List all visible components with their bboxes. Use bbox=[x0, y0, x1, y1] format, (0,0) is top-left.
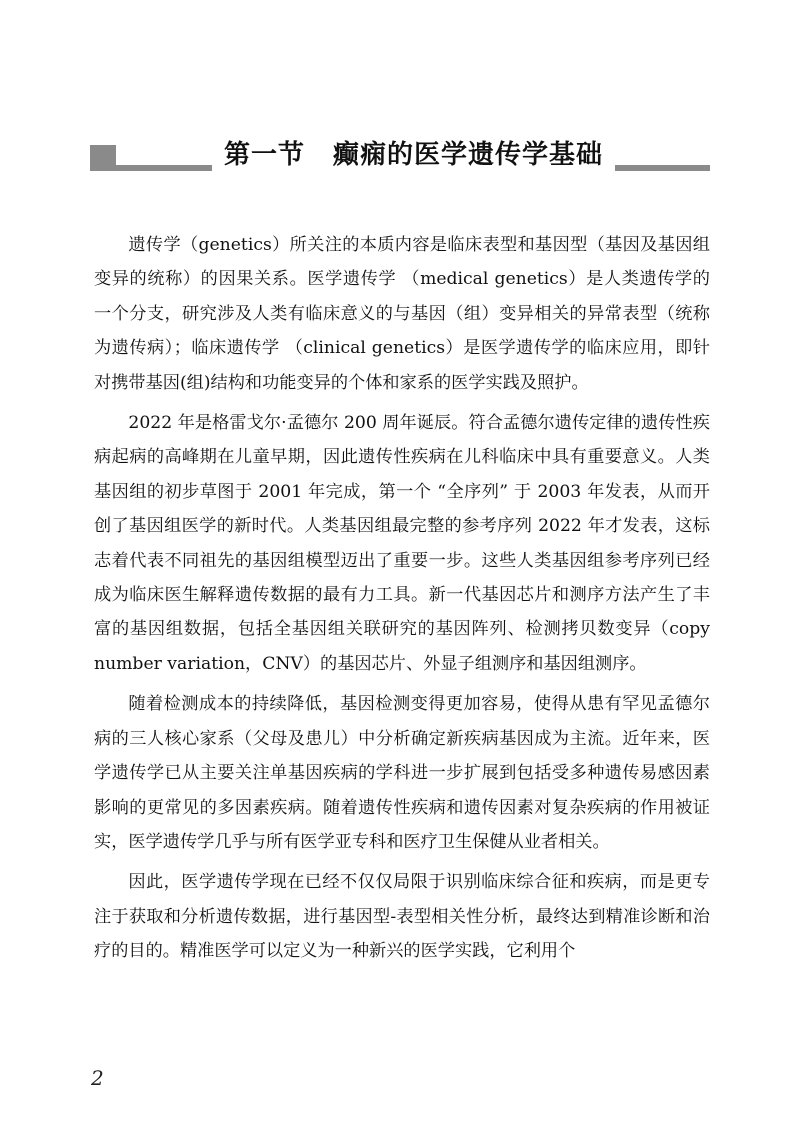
section-number: 第一节 bbox=[224, 140, 306, 170]
heading-marker-block bbox=[90, 145, 116, 171]
paragraph: 2022 年是格雷戈尔·孟德尔 200 周年诞辰。符合孟德尔遗传定律的遗传性疾病起病的高峰期在儿童早期，因此遗传性疾病在儿科临床中具有重要意义。人类基因组的初步草图于 2001 年完成，第一个 “全序列” 于 2003 年发表，从而开创了基因组医学的新时代。人类基因组最完整的参考序列 2022 年才发表，这标志着代表不同祖先的基因组模型迈出了重要一步。这些人类基因组参考序列已经成为临床医生解释遗传数据的最有力工具。新一代基因芯片和测序方法产生了丰富的基因组数据，包括全基因组关联研究的基因阵列、检测拷贝数变异（copy number variation，CNV）的基因芯片、外显子组测序和基因组测序。 bbox=[94, 413, 710, 674]
page-number: 2 bbox=[91, 1066, 104, 1090]
paragraph: 因此，医学遗传学现在已经不仅仅局限于识别临床综合征和疾病，而是更专注于获取和分析遗传数据，进行基因型-表型相关性分析，最终达到精准诊断和治疗的目的。精准医学可以定义为一种新兴的医学实践，它利用个 bbox=[94, 872, 710, 962]
paragraph: 随着检测成本的持续降低，基因检测变得更加容易，使得从患有罕见孟德尔病的三人核心家系（父母及患儿）中分析确定新疾病基因成为主流。近年来，医学遗传学已从主要关注单基因疾病的学科进一步扩展到包括受多种遗传易感因素影响的更常见的多因素疾病。随着遗传性疾病和遗传因素对复杂疾病的作用被证实，医学遗传学几乎与所有医学亚专科和医疗卫生保健从业者相关。 bbox=[94, 694, 710, 852]
section-title: 癫痫的医学遗传学基础 bbox=[333, 140, 604, 170]
section-heading bbox=[212, 137, 615, 173]
paragraph: 遗传学（genetics）所关注的本质内容是临床表型和基因型（基因及基因组变异的统称）的因果关系。医学遗传学 （medical genetics）是人类遗传学的一个分支，研究涉及人类有临床意义的与基因（组）变异相关的异常表型（统称为遗传病）；临床遗传学 （clinical genetics）是医学遗传学的临床应用，即针对携带基因(组)结构和功能变异的个体和家系的医学实践及照护。 bbox=[94, 235, 710, 393]
body-text bbox=[94, 228, 710, 975]
